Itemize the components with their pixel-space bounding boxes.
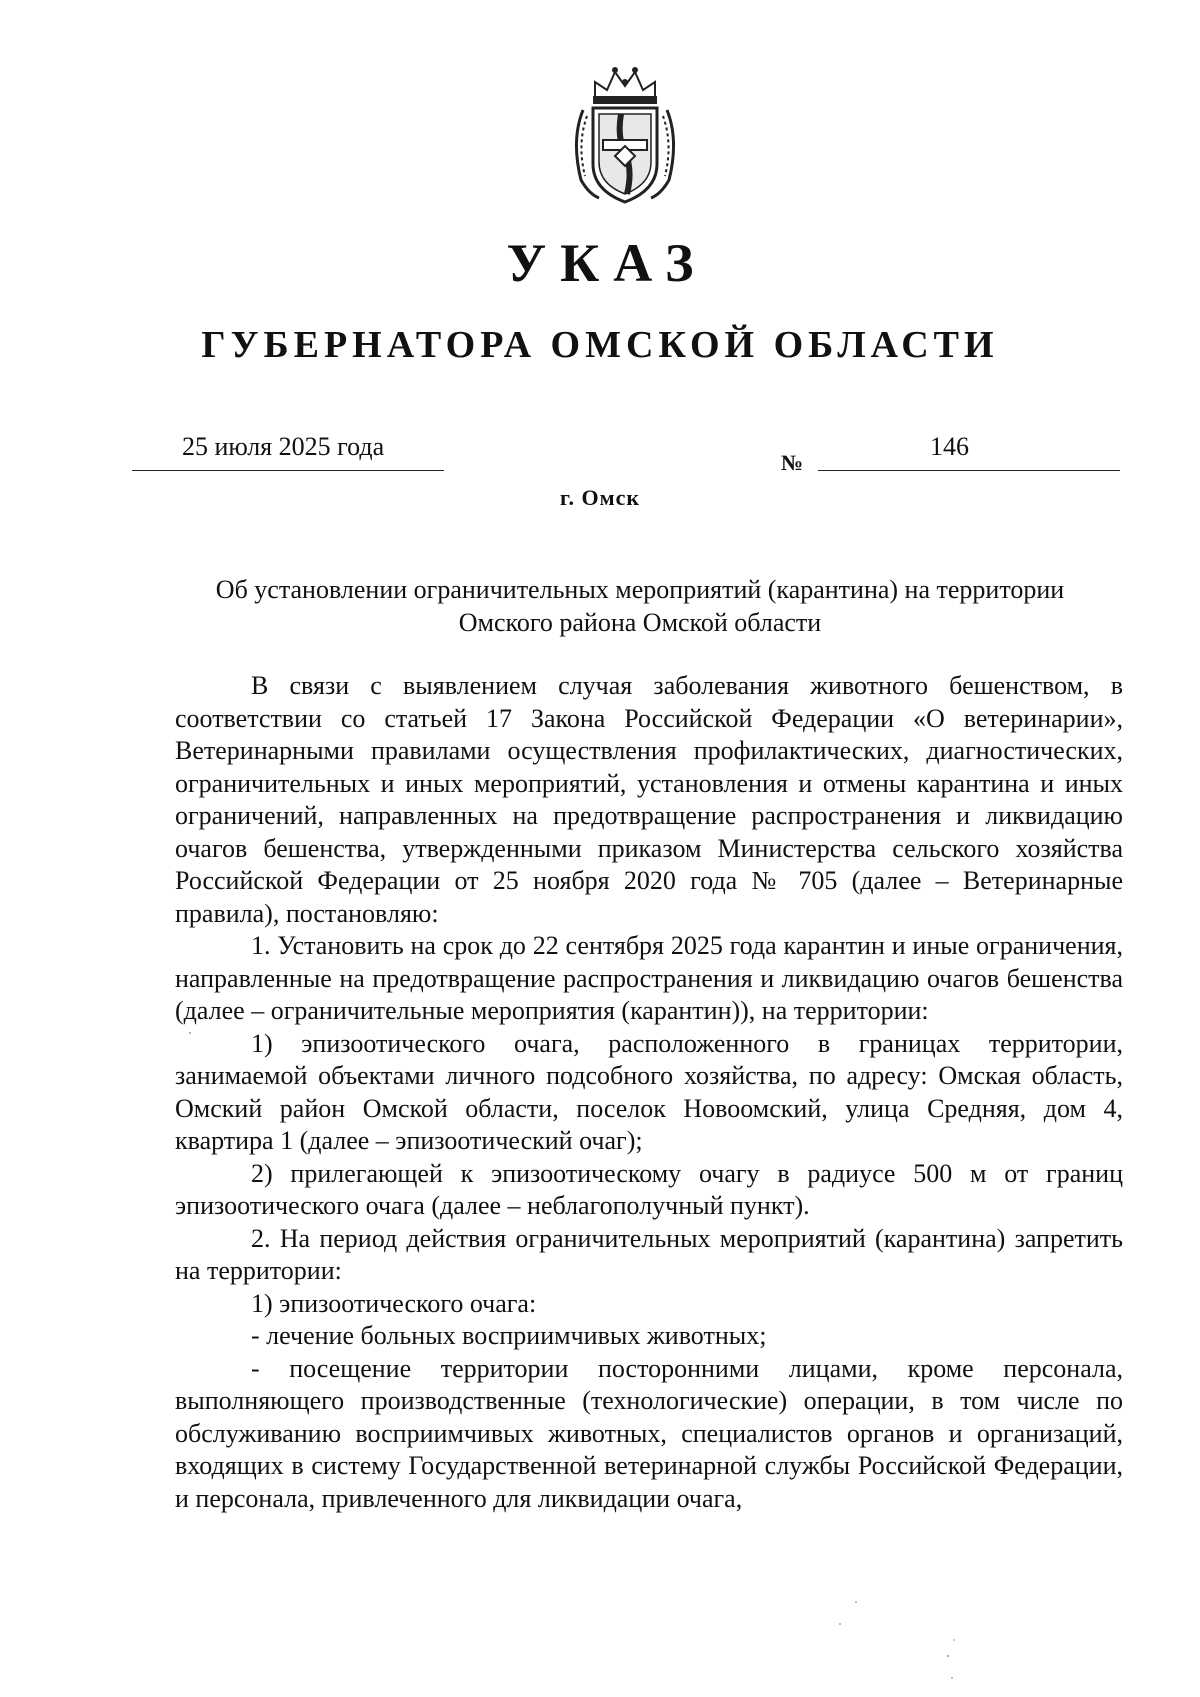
title-line-1: Об установлении ограничительных мероприятий (карантина) на территории: [215, 575, 1065, 604]
title-line-2: Омского района Омской области: [458, 608, 822, 637]
paragraph-item-1-1: 1) эпизоотического очага, расположенного в границах территории, занимаемой объектами личного подсобного хозяйства, по адресу: Омская область, Омский район Омской области, поселок Новоомский, улица Средняя, дом 4, квартира 1 (далее – эпизоотический очаг);: [175, 1028, 1123, 1155]
number-value: 146: [930, 432, 969, 461]
paragraph-item-2: 2. На период действия ограничительных мероприятий (карантина) запретить на территории:: [175, 1223, 1123, 1285]
document-type: УКАЗ: [506, 233, 708, 293]
paragraph-item-1-2: 2) прилегающей к эпизоотическому очагу в радиусе 500 м от границ эпизоотического очага (далее – неблагополучный пункт).: [175, 1158, 1123, 1220]
number-sign: №: [781, 450, 804, 475]
paragraph-item-1: 1. Установить на срок до 22 сентября 2025 года карантин и иные ограничения, направленные на предотвращение распространения и ликвидацию очагов бешенства (далее – ограничительные мероприятия (карантин)), на территории:: [175, 931, 1123, 1025]
paragraph-bullet-2: - посещение территории посторонними лицами, кроме персонала, выполняющего производственные (технологические) операции, в том числе по обслуживанию восприимчивых животных, специалистов органов и организаций, входящих в систему Государственной ветеринарной службы Российской Федерации, и персонала, привлеченного для ликвидации очага,: [175, 1353, 1123, 1513]
paragraph-item-2-1: 1) эпизоотического очага:: [251, 1288, 537, 1318]
issuer-title: ГУБЕРНАТОРА ОМСКОЙ ОБЛАСТИ: [201, 324, 999, 366]
city-label: г. Омск: [559, 485, 641, 510]
paragraph-preamble: В связи с выявлением случая заболевания животного бешенством, в соответствии со статьей 17 Закона Российской Федерации «О ветеринарии», Ветеринарными правилами осуществления профилактических, диагностических, ограничительных и иных мероприятий, установления и отмены карантина и иных ограничений, направленных на предотвращение распространения и ликвидацию очагов бешенства, утвержденными приказом Министерства сельского хозяйства Российской Федерации от 25 ноября 2020 года № 705 (далее – Ветеринарные правила), постановляю:: [175, 671, 1123, 928]
date-value: 25 июля 2025 года: [182, 432, 385, 461]
paragraph-bullet-1: - лечение больных восприимчивых животных;: [251, 1321, 767, 1350]
